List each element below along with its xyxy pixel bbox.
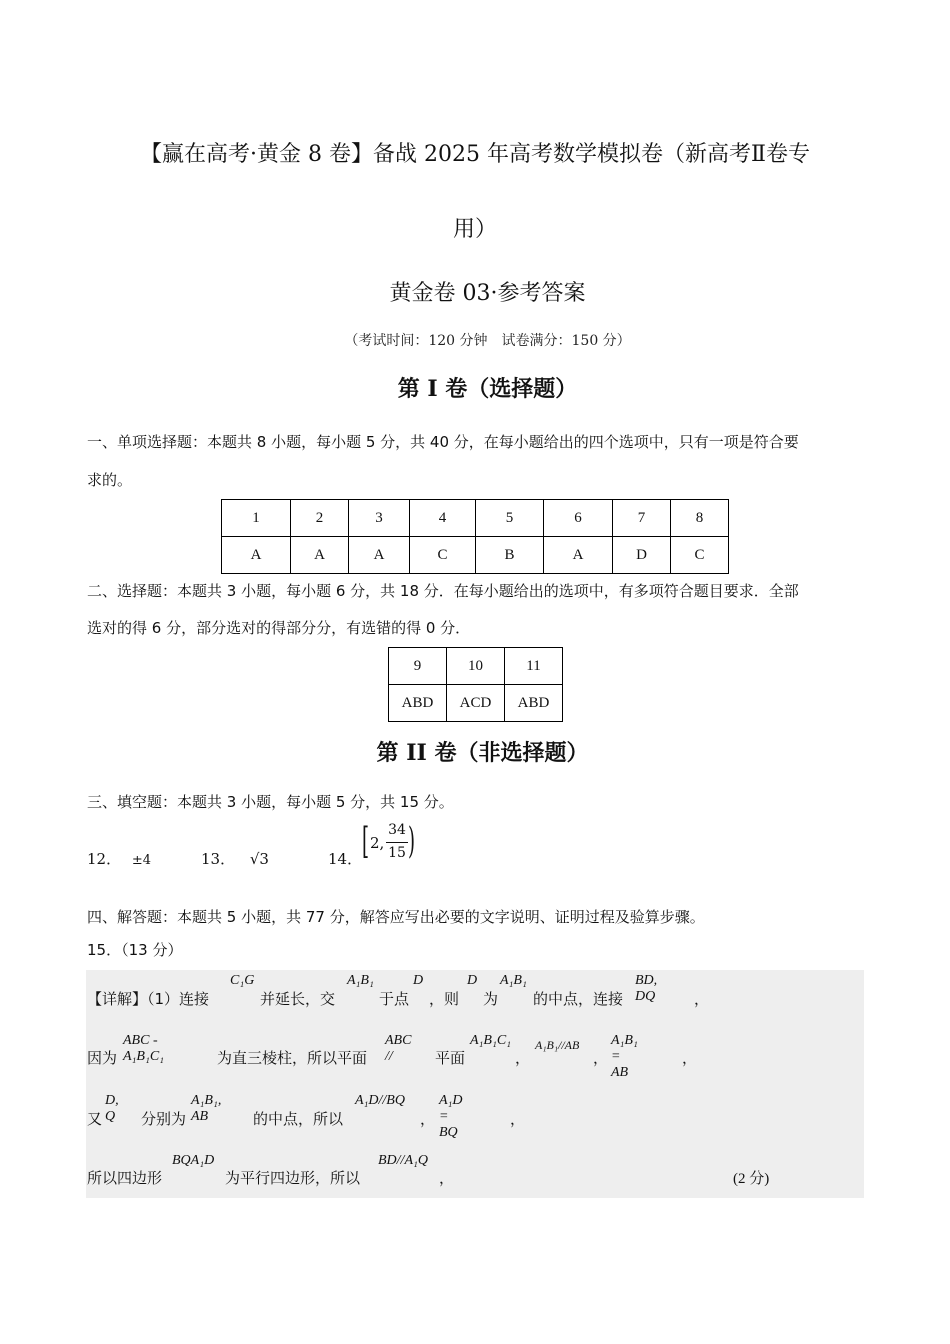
table-row: [222, 537, 729, 574]
math-expression: C₁G: [230, 973, 255, 988]
table-cell: 10: [447, 648, 505, 685]
math-expression: ABC - A₁B₁C₁: [123, 1033, 165, 1064]
math-expression: BQA₁D: [172, 1153, 215, 1168]
math-expression: BD, DQ: [635, 973, 658, 1004]
left-bracket: [: [362, 821, 370, 862]
table-cell: D: [613, 537, 671, 574]
section3-instructions: 三、填空题：本题共 3 小题，每小题 5 分，共 15 分。: [87, 793, 454, 811]
math-expression: A₁B₁ = AB: [611, 1033, 638, 1080]
table-cell: A: [222, 537, 291, 574]
solution-text: 平面: [435, 1049, 466, 1067]
exam-info: （考试时间：120 分钟 试卷满分：150 分）: [344, 333, 631, 349]
fill-answer-14: [328, 848, 362, 869]
solution-text: ，: [510, 1110, 526, 1128]
table-cell: 9: [389, 648, 447, 685]
table-cell: 3: [349, 500, 410, 537]
answer-table-multi-choice: [388, 647, 563, 722]
table-cell: 7: [613, 500, 671, 537]
score-annotation: (2 分): [733, 1171, 770, 1187]
table-row: [389, 685, 563, 722]
table-cell: ABD: [505, 685, 563, 722]
solution-text: 【详解】（1）连接: [87, 990, 210, 1008]
table-cell: 4: [410, 500, 476, 537]
solution-text: 所以四边形: [87, 1169, 163, 1187]
part1-heading: 第 I 卷（选择题）: [397, 376, 578, 402]
solution-text: ，: [515, 1049, 531, 1067]
table-cell: 8: [671, 500, 729, 537]
fill-answer-12: [87, 848, 151, 869]
solution-text: 又: [87, 1110, 103, 1128]
table-cell: ACD: [447, 685, 505, 722]
table-cell: B: [476, 537, 544, 574]
solution-text: ，: [694, 990, 710, 1008]
answer-value: √3: [249, 850, 269, 868]
fraction-bar: [386, 842, 408, 843]
question-label: 14．: [328, 850, 363, 868]
solution-text: 的中点，连接: [533, 990, 624, 1008]
solution-text: ，则: [429, 990, 460, 1008]
solution-text: ，: [593, 1049, 609, 1067]
section2-instructions-line2: 选对的得 6 分，部分选对的得部分分，有选错的得 0 分．: [87, 619, 471, 637]
table-cell: C: [410, 537, 476, 574]
document-title-line1: 【赢在高考·黄金 8 卷】备战 2025 年高考数学模拟卷（新高考Ⅱ卷专: [140, 142, 810, 167]
math-expression: D: [467, 973, 478, 988]
table-cell: 11: [505, 648, 563, 685]
solution-text: ，: [439, 1169, 455, 1187]
interval-left-value: 2,: [370, 834, 385, 852]
table-cell: A: [291, 537, 349, 574]
solution-text: 因为: [87, 1049, 118, 1067]
math-expression: A₁B₁, AB: [191, 1093, 222, 1124]
answer-table-single-choice: [221, 499, 729, 574]
solution-text: 于点: [379, 990, 410, 1008]
solution-text: 为: [483, 990, 499, 1008]
table-cell: A: [544, 537, 613, 574]
solution-text: ，: [420, 1110, 436, 1128]
table-cell: ABD: [389, 685, 447, 722]
math-expression: D, Q: [105, 1093, 119, 1124]
fill-answer-13: [201, 848, 269, 869]
solution-text: 的中点，所以: [253, 1110, 344, 1128]
question-label: 13．: [201, 850, 236, 868]
section1-instructions-line1: 一、单项选择题：本题共 8 小题，每小题 5 分，共 40 分，在每小题给出的四个选项中，只有一项是符合要: [87, 433, 799, 451]
math-expression: D: [413, 973, 424, 988]
right-paren: ): [408, 821, 416, 862]
math-expression: A₁D//BQ: [355, 1093, 405, 1108]
document-subtitle: 黄金卷 03·参考答案: [389, 281, 586, 306]
table-cell: C: [671, 537, 729, 574]
section1-instructions-line2: 求的。: [87, 471, 133, 489]
fraction-denominator: 15: [388, 845, 406, 861]
section2-instructions-line1: 二、选择题：本题共 3 小题，每小题 6 分，共 18 分．在每小题给出的选项中，有多项符合题目要求．全部: [87, 582, 799, 600]
table-cell: 1: [222, 500, 291, 537]
solution-text: 为直三棱柱，所以平面: [217, 1049, 368, 1067]
solution-text: 并延长，交: [260, 990, 336, 1008]
table-cell: A: [349, 537, 410, 574]
solution-text: 为平行四边形，所以: [225, 1169, 361, 1187]
answer-value: ±4: [131, 853, 152, 868]
table-row: [222, 500, 729, 537]
math-expression: BD//A₁Q: [378, 1153, 428, 1168]
table-cell: 6: [544, 500, 613, 537]
question-label: 12．: [87, 850, 122, 868]
section4-instructions: 四、解答题：本题共 5 小题，共 77 分，解答应写出必要的文字说明、证明过程及验算步骤。: [87, 908, 705, 926]
math-expression: A₁B₁: [500, 973, 527, 988]
fraction-numerator: 34: [388, 822, 406, 838]
table-cell: 5: [476, 500, 544, 537]
solution-text: ，: [682, 1049, 698, 1067]
document-title-line2: 用）: [452, 217, 497, 242]
solution-text: 分别为: [141, 1110, 187, 1128]
math-expression: A₁B₁: [347, 973, 374, 988]
question-15-label: 15．（13 分）: [87, 941, 183, 959]
math-expression: ABC //: [385, 1033, 412, 1064]
part2-heading: 第 II 卷（非选择题）: [376, 740, 589, 766]
math-expression: A₁B₁//AB: [535, 1038, 580, 1052]
math-expression: A₁D = BQ: [439, 1093, 463, 1140]
table-row: [389, 648, 563, 685]
math-expression: A₁B₁C₁: [470, 1033, 512, 1048]
table-cell: 2: [291, 500, 349, 537]
